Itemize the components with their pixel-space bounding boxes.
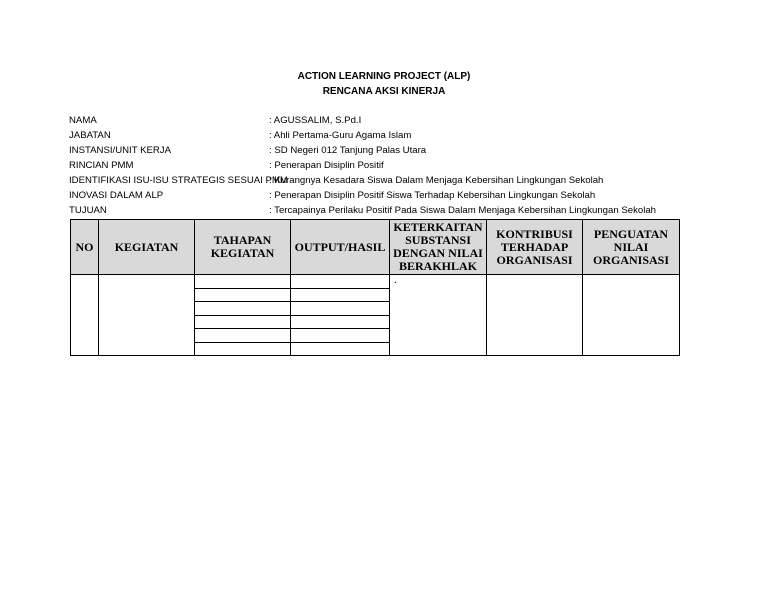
tahapan-subrow[interactable] (195, 288, 290, 302)
info-value: : Ahli Pertama-Guru Agama Islam (269, 130, 412, 141)
cell-penguatan-nilai[interactable] (583, 275, 680, 356)
table-header-row (71, 220, 680, 275)
rencana-aksi-table (70, 219, 680, 356)
cell-kegiatan[interactable] (99, 275, 195, 356)
output-subrow[interactable] (291, 275, 389, 288)
info-label: RINCIAN PMM (69, 160, 134, 171)
info-value: : Tercapainya Perilaku Positif Pada Siswa Dalam Menjaga Kebersihan Lingkungan Sekolah (269, 205, 657, 216)
output-subrow[interactable] (291, 288, 389, 302)
info-value: : SD Negeri 012 Tanjung Palas Utara (269, 145, 427, 156)
cell-output-hasil (291, 275, 390, 356)
document-title: ACTION LEARNING PROJECT (ALP) (297, 71, 471, 82)
info-label: IDENTIFIKASI ISU-ISU STRATEGIS SESUAI PMM (69, 175, 288, 186)
table-row (71, 275, 680, 356)
header-keterkaitan-substansi: KETERKAITAN SUBSTANSI DENGAN NILAI BERAKHLAK (390, 220, 487, 275)
header-penguatan-nilai: PENGUATAN NILAI ORGANISASI (583, 220, 680, 275)
info-label: JABATAN (69, 130, 111, 141)
tahapan-subrow[interactable] (195, 342, 290, 356)
info-value: : Kurangnya Kesadara Siswa Dalam Menjaga Kebersihan Lingkungan Sekolah (269, 175, 604, 186)
tahapan-subrow[interactable] (195, 328, 290, 342)
keterkaitan-text: . (394, 275, 397, 286)
info-label: INSTANSI/UNIT KERJA (69, 145, 171, 156)
output-subrow[interactable] (291, 342, 389, 356)
info-value: : AGUSSALIM, S.Pd.I (269, 115, 362, 126)
document-subtitle: RENCANA AKSI KINERJA (322, 86, 446, 97)
info-label: TUJUAN (69, 205, 107, 216)
output-subrow[interactable] (291, 328, 389, 342)
info-value: : Penerapan Disiplin Positif Siswa Terhadap Kebersihan Lingkungan Sekolah (269, 190, 596, 201)
cell-keterkaitan-substansi[interactable] (390, 275, 487, 356)
cell-tahapan-kegiatan (195, 275, 291, 356)
header-no: NO (71, 220, 99, 275)
cell-kontribusi[interactable] (487, 275, 583, 356)
tahapan-subrow[interactable] (195, 275, 290, 288)
cell-no[interactable] (71, 275, 99, 356)
info-label: NAMA (69, 115, 97, 126)
header-output-hasil: OUTPUT/HASIL (291, 220, 390, 275)
header-tahapan-kegiatan: TAHAPAN KEGIATAN (195, 220, 291, 275)
info-label: INOVASI DALAM ALP (69, 190, 164, 201)
tahapan-subrow[interactable] (195, 301, 290, 315)
output-subrow[interactable] (291, 315, 389, 329)
header-kontribusi: KONTRIBUSI TERHADAP ORGANISASI (487, 220, 583, 275)
tahapan-subrow[interactable] (195, 315, 290, 329)
output-subrow[interactable] (291, 301, 389, 315)
info-value: : Penerapan Disiplin Positif (269, 160, 384, 171)
header-kegiatan: KEGIATAN (99, 220, 195, 275)
